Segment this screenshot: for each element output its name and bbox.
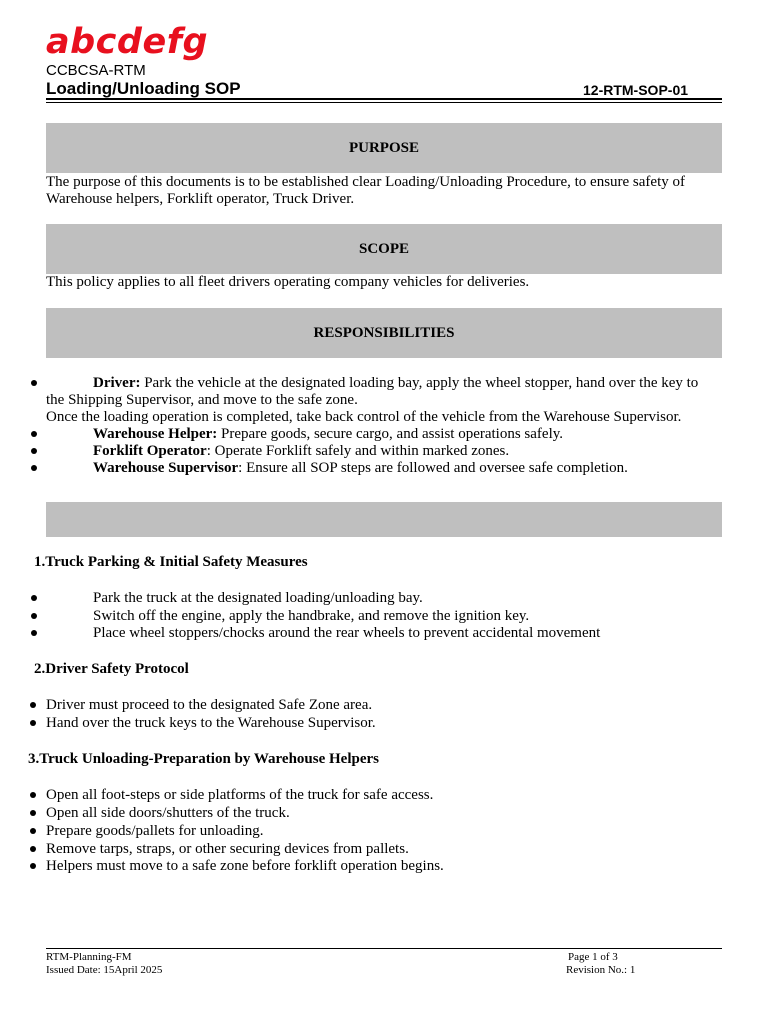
- bullet-icon: [30, 810, 36, 816]
- driver-text-line2: the Shipping Supervisor, and move to the safe zone.: [46, 392, 358, 408]
- responsibility-driver: [93, 375, 733, 392]
- footer-issued-date: Issued Date: 15April 2025: [46, 964, 163, 976]
- forklift-label: Forklift Operator: [93, 443, 207, 459]
- helper-text: Prepare goods, secure cargo, and assist operations safely.: [217, 426, 564, 442]
- scope-heading: SCOPE: [358, 240, 409, 257]
- purpose-text-line1: The purpose of this documents is to be established clear Loading/Unloading Procedure, to ensure safety of: [46, 174, 685, 190]
- section1-heading: 1.Truck Parking & Initial Safety Measures: [34, 554, 308, 570]
- footer-page-number: Page 1 of 3: [568, 951, 618, 963]
- responsibility-helper: [93, 426, 563, 443]
- bullet-icon: [31, 380, 37, 386]
- responsibilities-heading-band: [46, 308, 722, 358]
- section1-item: Park the truck at the designated loading/unloading bay.: [93, 590, 423, 606]
- footer-rule: [46, 948, 722, 949]
- responsibility-supervisor: [93, 460, 628, 477]
- footer-form-id: RTM-Planning-FM: [46, 951, 132, 963]
- driver-label: Driver:: [93, 375, 141, 391]
- bullet-icon: [30, 863, 36, 869]
- company-logo: abcdefg: [46, 22, 208, 62]
- purpose-heading: PURPOSE: [348, 139, 419, 156]
- bullet-icon: [31, 448, 37, 454]
- supervisor-label: Warehouse Supervisor: [93, 460, 239, 476]
- driver-text-line3: Once the loading operation is completed, take back control of the vehicle from the Warehouse Supervisor.: [46, 409, 682, 425]
- bullet-icon: [30, 792, 36, 798]
- bullet-icon: [31, 613, 37, 619]
- bullet-icon: [30, 846, 36, 852]
- scope-text: This policy applies to all fleet drivers operating company vehicles for deliveries.: [46, 274, 530, 290]
- section2-heading: 2.Driver Safety Protocol: [34, 661, 189, 677]
- header-rule-thick: [46, 98, 722, 100]
- section3-item: Prepare goods/pallets for unloading.: [46, 823, 264, 839]
- responsibilities-heading: RESPONSIBILITIES: [313, 324, 455, 341]
- section3-item: Remove tarps, straps, or other securing devices from pallets.: [46, 841, 409, 857]
- section1-item: Switch off the engine, apply the handbrake, and remove the ignition key.: [93, 608, 530, 624]
- bullet-icon: [30, 702, 36, 708]
- document-title: Loading/Unloading SOP: [46, 79, 241, 98]
- bullet-icon: [31, 465, 37, 471]
- bullet-icon: [31, 630, 37, 636]
- supervisor-text: : Ensure all SOP steps are followed and oversee safe completion.: [238, 460, 628, 476]
- section3-heading: 3.Truck Unloading-Preparation by Warehouse Helpers: [28, 751, 379, 767]
- purpose-heading-band: [46, 123, 722, 173]
- forklift-text: : Operate Forklift safely and within marked zones.: [206, 443, 510, 459]
- purpose-text-line2: Warehouse helpers, Forklift operator, Truck Driver.: [46, 191, 355, 207]
- scope-heading-band: [46, 224, 722, 274]
- section2-item: Hand over the truck keys to the Warehouse Supervisor.: [46, 715, 376, 731]
- organization-name: CCBCSA-RTM: [46, 62, 146, 79]
- section1-item: Place wheel stoppers/chocks around the rear wheels to prevent accidental movement: [93, 625, 601, 641]
- header-rule-thin: [46, 102, 722, 103]
- section3-item: Open all foot-steps or side platforms of the truck for safe access.: [46, 787, 434, 803]
- section3-item: Helpers must move to a safe zone before forklift operation begins.: [46, 858, 444, 874]
- bullet-icon: [31, 431, 37, 437]
- bullet-icon: [30, 828, 36, 834]
- responsibility-forklift: [93, 443, 509, 460]
- empty-section-band: [46, 502, 722, 537]
- driver-text: Park the vehicle at the designated loading bay, apply the wheel stopper, hand over the key to: [140, 375, 699, 391]
- section2-item: Driver must proceed to the designated Safe Zone area.: [46, 697, 373, 713]
- footer-revision: Revision No.: 1: [566, 964, 636, 976]
- document-number: 12-RTM-SOP-01: [583, 82, 689, 98]
- bullet-icon: [30, 720, 36, 726]
- bullet-icon: [31, 595, 37, 601]
- helper-label: Warehouse Helper:: [93, 426, 218, 442]
- section3-item: Open all side doors/shutters of the truck.: [46, 805, 290, 821]
